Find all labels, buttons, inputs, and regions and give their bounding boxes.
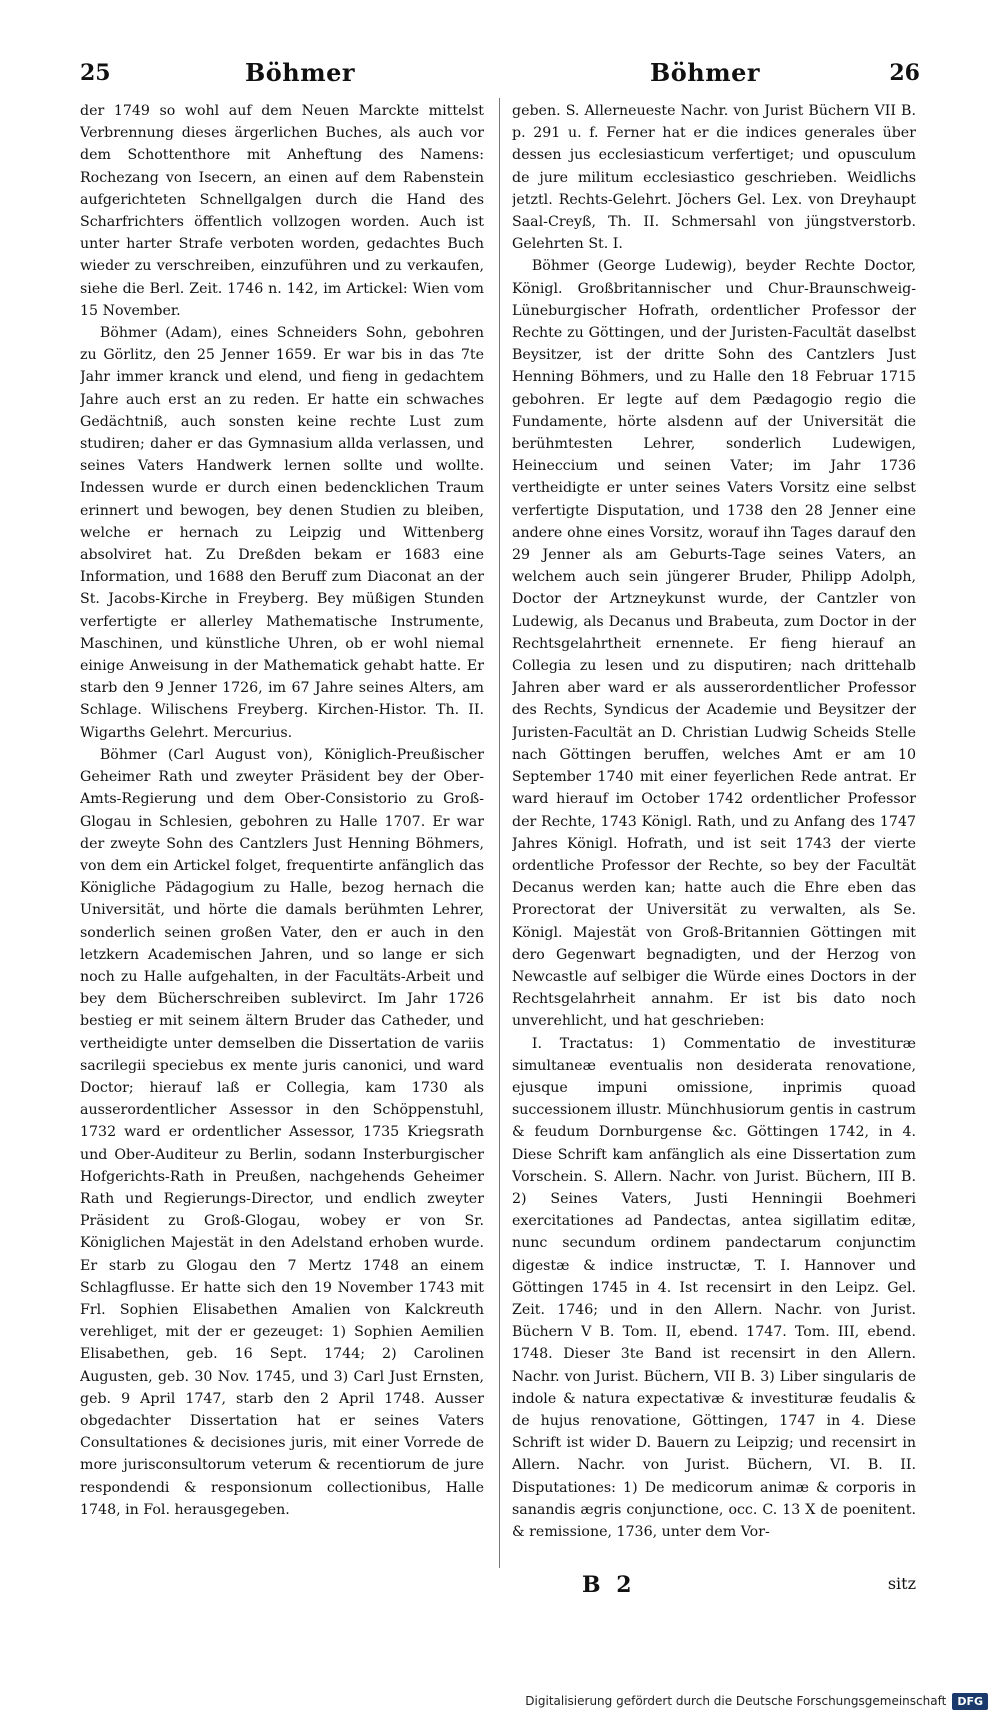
footer-credit-text: Digitalisierung gefördert durch die Deutsche Forschungsgemeinschaft — [525, 1694, 947, 1708]
works-list: I. Tractatus: 1) Commentatio de investituræ simultaneæ eventualis non desiderata renovatione, ejusque impuni omissione, inprimis quoad successionem illustr. Münchhusiorum gentis in castrum & feudum Dornburgense &c. Göttingen 1742, in 4. Diese Schrift kam anfänglich als eine Dissertation zum Vorschein. S. Allern. Nachr. von Jurist. Büchern, III B. 2) Seines Vaters, Justi Henningii Boehmeri exercitationes ad Pandectas, antea sigillatim editæ, nunc secundum ordinem pandectarum conjunctim digestæ & indice instructæ, T. I. Hannover und Göttingen 1745 in 4. Ist recensirt in den Leipz. Gel. Zeit. 1746; und in den Allern. Nachr. von Jurist. Büchern V B. Tom. II, ebend. 1747. Tom. III, ebend. 1748. Dieser 3te Band ist recensirt in den Allern. Nachr. von Jurist. Büchern, VII B. 3) Liber singularis de indole & natura expectativæ & investituræ feudalis & de hujus renovatione, Göttingen, 1747 in 4. Diese Schrift ist wider D. Bauern zu Leipzig; und recensirt in Allern. Nachr. von Jurist. Büchern, VI. B. II. Disputationes: 1) De medicorum animæ & corporis in sanandis ægris conjunctione, occ. C. 13 X de poenitent. & remissione, 1736, unter dem Vor- — [512, 1035, 916, 1540]
right-column — [512, 100, 916, 1543]
left-column — [80, 100, 484, 1521]
dfg-logo-icon: DFG — [952, 1693, 988, 1710]
column-divider — [499, 98, 500, 1568]
entry-continuation-right: geben. S. Allerneueste Nachr. von Jurist Büchern VII B. p. 291 u. f. Ferner hat er die indices generales über dessen jus ecclesiasticum verfertiget; und opusculum de jure militum ecclesiastico geschrieben. Weidlichs jetztl. Rechts-Gelehrt. Jöchers Gel. Lex. von Dreyhaupt Saal-Creyß, Th. II. Schmersahl von jüngstverstorb. Gelehrten St. I. — [512, 103, 916, 253]
digitization-footer — [525, 1690, 988, 1712]
page-number-left: 25 — [80, 60, 111, 86]
entry-continuation: der 1749 so wohl auf dem Neuen Marckte mittelst Verbrennung dieses ärgerlichen Buches, als auch vor dem Schottenthore mit Anheftung des Namens: Rochezang von Isecern, an einen auf dem Rabenstein aufgerichteten Schnellgalgen durch die Hand des Scharfrichters öffentlich vollzogen worden. Auch ist unter harter Strafe verboten worden, gedachtes Buch wieder zu verschreiben, einzuführen und zu verkaufen, siehe die Berl. Zeit. 1746 n. 142, im Artickel: Wien vom 15 November. — [80, 103, 484, 319]
running-header — [80, 56, 920, 92]
running-headword-right: Böhmer — [650, 58, 761, 87]
entry-boehmer-carl-august: Böhmer (Carl August von), Königlich-Preußischer Geheimer Rath und zweyter Präsident bey der Ober-Amts-Regierung und dem Ober-Consistorio zu Groß-Glogau in Schlesien, gebohren zu Halle 1707. Er war der zweyte Sohn des Cantzlers Just Henning Böhmers, von dem ein Artickel folget, frequentirte anfänglich das Königliche Pädagogium zu Halle, bezog hernach die Universität, und hörte die damals berühmten Lehrer, sonderlich seinen großen Vater, den er auch in den letzkern Academischen Jahren, und so lange er sich noch zu Halle aufgehalten, in der Facultäts-Arbeit und bey dem Bücherschreiben sublevirct. Im Jahr 1726 bestieg er mit seinem ältern Bruder das Catheder, und vertheidigte unter demselben die Dissertation de variis sacrilegii speciebus ex mente juris canonici, und ward Doctor; hierauf laß er Collegia, kam 1730 als ausserordentlicher Assessor in den Schöppenstuhl, 1732 ward er ordentlicher Assessor, 1735 Kriegsrath und Ober-Auditeur zu Berlin, sodann Insterburgischer Hofgerichts-Rath in Preußen, nachgehends Geheimer Rath und Regierungs-Director, und endlich zweyter Präsident zu Groß-Glogau, wobey er von Sr. Königlichen Majestät in den Adelstand erhoben wurde. Er starb zu Glogau den 7 Mertz 1748 an einem Schlagflusse. Er hatte sich den 19 November 1743 mit Frl. Sophien Elisabethen Amalien von Kalckreuth verehliget, mit der er gezeuget: 1) Sophien Aemilien Elisabethen, geb. 16 Sept. 1744; 2) Carolinen Augusten, geb. 30 Nov. 1745, und 3) Carl Just Ernsten, geb. 9 April 1747, starb den 2 April 1748. Ausser obgedachter Dissertation hat er seines Vaters Consultationes & decisiones juris, mit einer Vorrede de more jurisconsultorum veterum & recentiorum de jure respondendi & responsionum collectionibus, Halle 1748, in Fol. herausgegeben. — [80, 746, 484, 1518]
entry-boehmer-adam: Böhmer (Adam), eines Schneiders Sohn, gebohren zu Görlitz, den 25 Jenner 1659. Er war bis in das 7te Jahr immer kranck und elend, und fieng in gedachtem Jahre auch erst an zu reden. Er hatte ein schwaches Gedächtniß, auch sonsten keine rechte Lust zum studiren; daher er das Gymnasium allda verlassen, und seines Vaters Handwerk lernen sollte und wollte. Indessen wurde er durch einen bedencklichen Traum erinnert und bewogen, bey denen Studien zu bleiben, welche er hernach zu Leipzig und Wittenberg absolviret hat. Zu Dreßden bekam er 1683 eine Information, und 1688 den Beruff zum Diaconat an der St. Jacobs-Kirche in Freyberg. Bey müßigen Stunden verfertigte er allerley Mathematische Instrumente, Maschinen, und künstliche Uhren, ob er wohl niemal einige Anweisung in der Mathematick gehabt hatte. Er starb den 9 Jenner 1726, im 67 Jahre seines Alters, am Schlage. Wilischens Freyberg. Kirchen-Histor. Th. II. Wigarths Gelehrt. Mercurius. — [80, 325, 484, 741]
catchword: sitz — [887, 1574, 916, 1593]
running-headword-left: Böhmer — [245, 58, 356, 87]
entry-boehmer-george-ludewig: Böhmer (George Ludewig), beyder Rechte Doctor, Königl. Großbritannischer und Chur-Braunschweig-Lüneburgischer Hofrath, ordentlicher Professor der Rechte zu Göttingen, und der Juristen-Facultät daselbst Beysitzer, ist der dritte Sohn des Cantzlers Just Henning Böhmers, und zu Halle den 18 Februar 1715 gebohren. Er legte auf dem Pædagogio regio die Fundamente, hörte alsdenn auf der Universität die berühmtesten Lehrer, sonderlich Ludewigen, Heineccium und seinen Vater; im Jahr 1736 vertheidigte er unter seines Vaters Vorsitz eine selbst verfertigte Disputation, und 1738 den 28 Jenner eine andere ohne eines Vorsitz, worauf ihn Tages darauf den 29 Jenner als am Geburts-Tage seines Vaters, an welchem auch sein jüngerer Bruder, Philipp Adolph, Doctor der Artzneykunst wurde, der Cantzler von Ludewig, als Decanus und Brabeuta, zum Doctor in der Rechtsgelahrtheit ernennete. Er fieng hierauf an Collegia zu lesen und zu disputiren; nach drittehalb Jahren aber ward er als ausserordentlicher Professor des Rechts, Syndicus der Academie und Beysitzer der Juristen-Facultät an D. Christian Ludwig Scheids Stelle nach Göttingen beruffen, welches Amt er am 10 September 1740 mit einer feyerlichen Rede antrat. Er ward hierauf im October 1742 ordentlicher Professor der Rechte, 1743 Königl. Rath, und zu Anfang des 1747 Jahres Königl. Hofrath, und ist seit 1743 der vierte ordentliche Professor der Rechte, so bey der Facultät Decanus werden kan; hatte auch die Ehre eben das Prorectorat der Universität zu verwalten, als Se. Königl. Majestät von Groß-Britannien Göttingen mit dero Gegenwart begnadigten, und der Herzog von Newcastle auf selbiger die Würde eines Doctors in der Rechtsgelahrheit annahm. Er ist bis dato noch unverehlicht, und hat geschrieben: — [512, 258, 916, 1030]
page-number-right: 26 — [889, 60, 920, 86]
signature-mark: B 2 — [582, 1572, 636, 1598]
